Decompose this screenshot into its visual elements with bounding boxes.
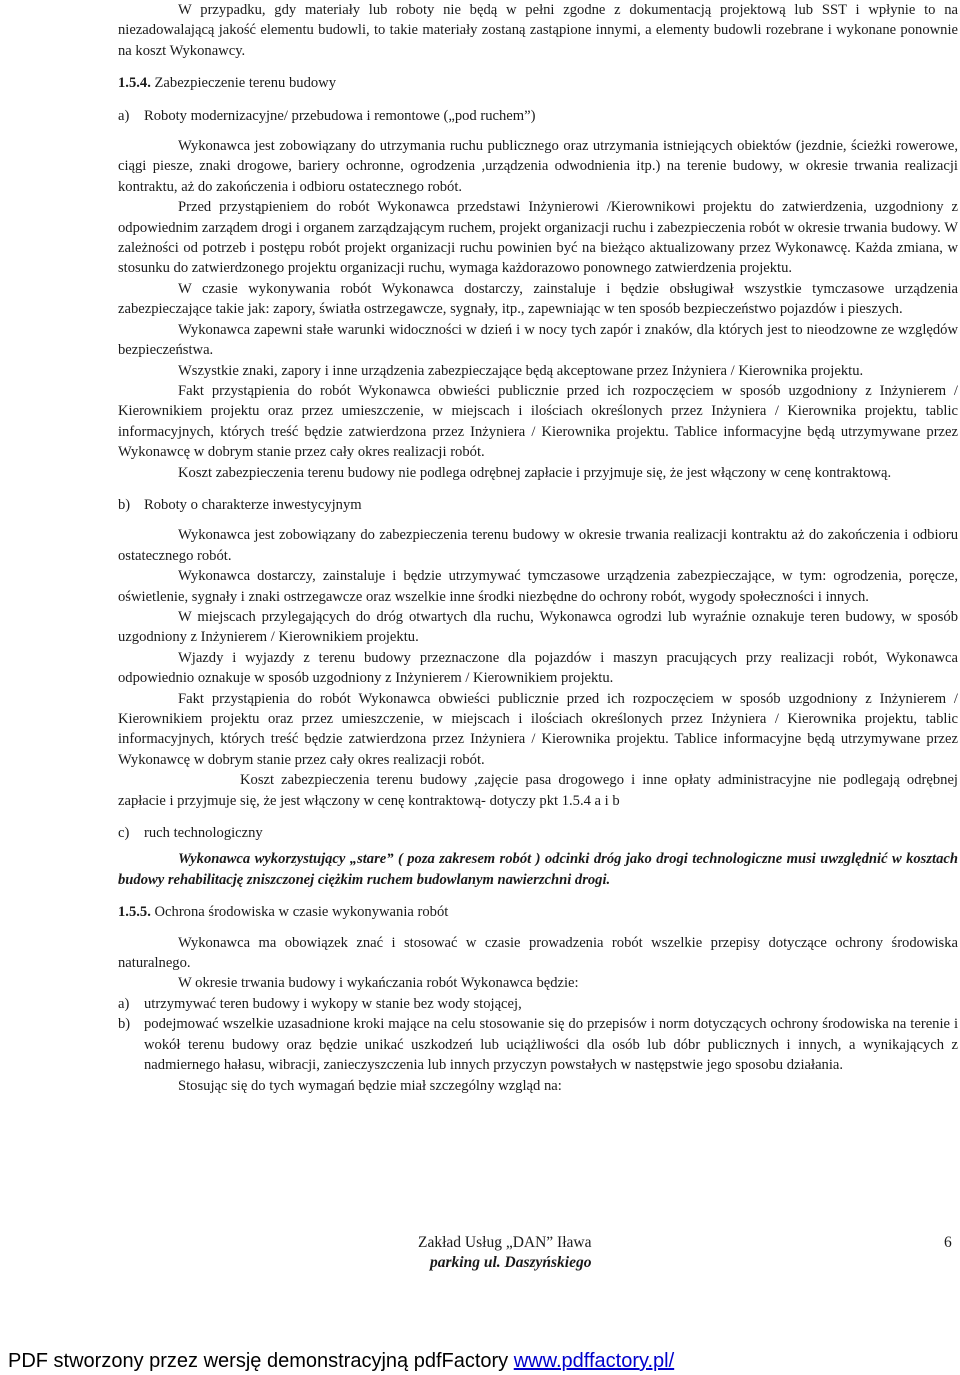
pdffactory-link[interactable]: www.pdffactory.pl/ xyxy=(513,1350,675,1372)
pdf-watermark-banner xyxy=(8,1350,674,1373)
section-number: 1.5.5. xyxy=(118,904,151,921)
list-item xyxy=(118,1014,958,1075)
paragraph: Wjazdy i wyjazdy z terenu budowy przeznaczone dla pojazdów i maszyn pracujących przy realizacji robót, Wykonawca odpowiednio oznakuje w sposób uzgodniony z Inżynierem / Kierownikiem projektu. xyxy=(118,649,958,687)
paragraph: Wykonawca jest zobowiązany do zabezpieczenia terenu budowy w okresie trwania realizacji kontraktu aż do zakończenia i odbioru ostatecznego robót. xyxy=(118,527,958,564)
list-text: utrzymywać teren budowy i wykopy w stanie bez wody stojącej, xyxy=(144,995,522,1012)
paragraph: Fakt przystąpienia do robót Wykonawca obwieści publicznie przed ich rozpoczęciem w sposób uzgodniony z Inżynierem / Kierownikiem projektu oraz przez umieszczenie, w miejscach i ilościach określonych przez Inżyniera / Kierownika projektu, tablic informacyjnych, których treść będzie zatwierdzona przez Inżyniera / Kierownika projektu. Tablice informacyjne będą utrzymywane przez Wykonawcę w dobrym stanie przez cały okres realizacji robót. xyxy=(118,690,958,768)
section-1-5-5-heading xyxy=(118,902,958,922)
paragraph: Wykonawca jest zobowiązany do utrzymania ruchu publicznego oraz utrzymania istniejących obiektów (jezdnie, ścieżki rowerowe, ciągi piesze, znaki drogowe, bariery ochronne, ogrodzenia ,urządzenia odwodnienia itp.) na terenie budowy, w okresie trwania realizacji kontraktu, aż do zakończenia i odbioru ostatecznego robót. xyxy=(118,138,958,195)
paragraph: W miejscach przylegających do dróg otwartych dla ruchu, Wykonawca ogrodzi lub wyraźnie oznakuje teren budowy, w sposób uzgodniony z Inżynierem / Kierownikiem projektu. xyxy=(118,608,958,646)
subsection-label: b) xyxy=(118,496,131,513)
document-page xyxy=(118,0,958,1096)
subsection-b-heading xyxy=(118,495,958,515)
section-1-5-4-heading xyxy=(118,73,958,93)
intro-paragraph: W przypadku, gdy materiały lub roboty nie będą w pełni zgodne z dokumentacją projektową lub SST i wpłynie to na niezadowalającą jakość elementu budowli, to takie materiały zostaną zastąpione innymi, a elementy budowli rozebrane i wykonane ponownie na koszt Wykonawcy. xyxy=(118,2,958,59)
footer-company: Zakład Usług „DAN” Iława xyxy=(418,1234,592,1251)
list-marker: a) xyxy=(118,995,130,1012)
paragraph: Wykonawca dostarczy, zainstaluje i będzie utrzymywać tymczasowe urządzenia zabezpieczające, w tym: ogrodzenia, poręcze, oświetlenie, sygnały i znaki ostrzegawcze oraz wszelkie inne środki niezbędne do ochrony robót, wygody społeczności i innych. xyxy=(118,568,958,605)
paragraph: Przed przystąpieniem do robót Wykonawca przedstawi Inżynierowi /Kierownikowi projektu do zatwierdzenia, uzgodniony z odpowiednim zarządem drogi i organem zarządzającym ruchem, projekt organizacji ruchu i zabezpieczenia robót w okresie trwania budowy. W zależności od potrzeb i postępu robót projekt organizacji ruchu powinien być na bieżąco aktualizowany przez Wykonawcę. Każda zmiana, w stosunku do zatwierdzonego projektu organizacji ruchu, wymaga każdorazowo ponownego zatwierdzenia projektu. xyxy=(118,199,958,277)
paragraph: W okresie trwania budowy i wykańczania robót Wykonawca będzie: xyxy=(178,975,579,992)
section-title: Ochrona środowiska w czasie wykonywania robót xyxy=(154,904,449,921)
pdf-banner-text: PDF stworzony przez wersję demonstracyjną pdfFactory xyxy=(8,1350,514,1372)
paragraph: Wykonawca zapewni stałe warunki widoczności w dzień i w nocy tych zapór i znaków, dla których jest to nieodzowne ze względów bezpieczeństwa. xyxy=(118,321,958,359)
subsection-title: ruch technologiczny xyxy=(144,825,263,842)
paragraph: W czasie wykonywania robót Wykonawca dostarczy, zainstaluje i będzie obsługiwał wszystkie tymczasowe urządzenia zabezpieczające takie jak: zapory, światła ostrzegawcze, sygnały, itp., zapewniając w ten sposób bezpieczeństwo pojazdów i pieszych. xyxy=(118,280,958,318)
technological-traffic-paragraph: Wykonawca wykorzystujący „stare” ( poza zakresem robót ) odcinki dróg jako drogi technologiczne musi uwzględnić w kosztach budowy rehabilitację zniszczonej ciężkim ruchem budowlanym nawierzchni drogi. xyxy=(118,851,958,888)
paragraph: Fakt przystąpienia do robót Wykonawca obwieści publicznie przed ich rozpoczęciem w sposób uzgodniony z Inżynierem / Kierownikiem projektu oraz przez umieszczenie, w miejscach i ilościach określonych przez Inżyniera / Kierownika projektu, tablic informacyjnych, których treść będzie zatwierdzona przez Inżyniera / Kierownika projektu. Tablice informacyjne będą utrzymywane przez Wykonawcę w dobrym stanie przez cały okres realizacji robót. xyxy=(118,382,958,461)
subsection-c-heading xyxy=(118,823,958,843)
subsection-label: a) xyxy=(118,107,130,124)
footer-address: parking ul. Daszyńskiego xyxy=(430,1254,592,1271)
subsection-label: c) xyxy=(118,825,130,842)
paragraph: Wszystkie znaki, zapory i inne urządzenia zabezpieczające będą akceptowane przez Inżyniera / Kierownika projektu. xyxy=(178,362,864,379)
list-marker: b) xyxy=(118,1016,131,1033)
subsection-title: Roboty o charakterze inwestycyjnym xyxy=(144,496,362,513)
paragraph: Stosując się do tych wymagań będzie miał szczególny wzgląd na: xyxy=(178,1077,562,1094)
paragraph: Koszt zabezpieczenia terenu budowy nie podlega odrębnej zapłacie i przyjmuje się, że jest włączony w cenę kontraktową. xyxy=(178,464,892,481)
cost-paragraph: Koszt zabezpieczenia terenu budowy ,zajęcie pasa drogowego i inne opłaty administracyjne nie podlegają odrębnej zapłacie i przyjmuje się, że jest włączony w cenę kontraktową- dotyczy pkt 1.5.4 a i b xyxy=(118,772,958,809)
subsection-title: Roboty modernizacyjne/ przebudowa i remontowe („pod ruchem”) xyxy=(144,107,536,124)
list-text: podejmować wszelkie uzasadnione kroki mające na celu stosowanie się do przepisów i norm dotyczących ochrony środowiska na terenie i wokół terenu budowy oraz będzie unikać uszkodzeń lub uciążliwości dla osób lub dóbr publicznych i innych, a wynikających z nadmiernego hałasu, wibracji, zanieczyszczenia lub innych przyczyn powstałych w następstwie jego sposobu działania. xyxy=(144,1016,958,1074)
section-title: Zabezpieczenie terenu budowy xyxy=(154,75,337,92)
section-number: 1.5.4. xyxy=(118,75,151,92)
list-item xyxy=(118,994,958,1014)
subsection-a-heading xyxy=(118,106,958,126)
paragraph: Wykonawca ma obowiązek znać i stosować w czasie prowadzenia robót wszelkie przepisy dotyczące ochrony środowiska naturalnego. xyxy=(118,934,958,972)
page-number: 6 xyxy=(944,1234,952,1251)
